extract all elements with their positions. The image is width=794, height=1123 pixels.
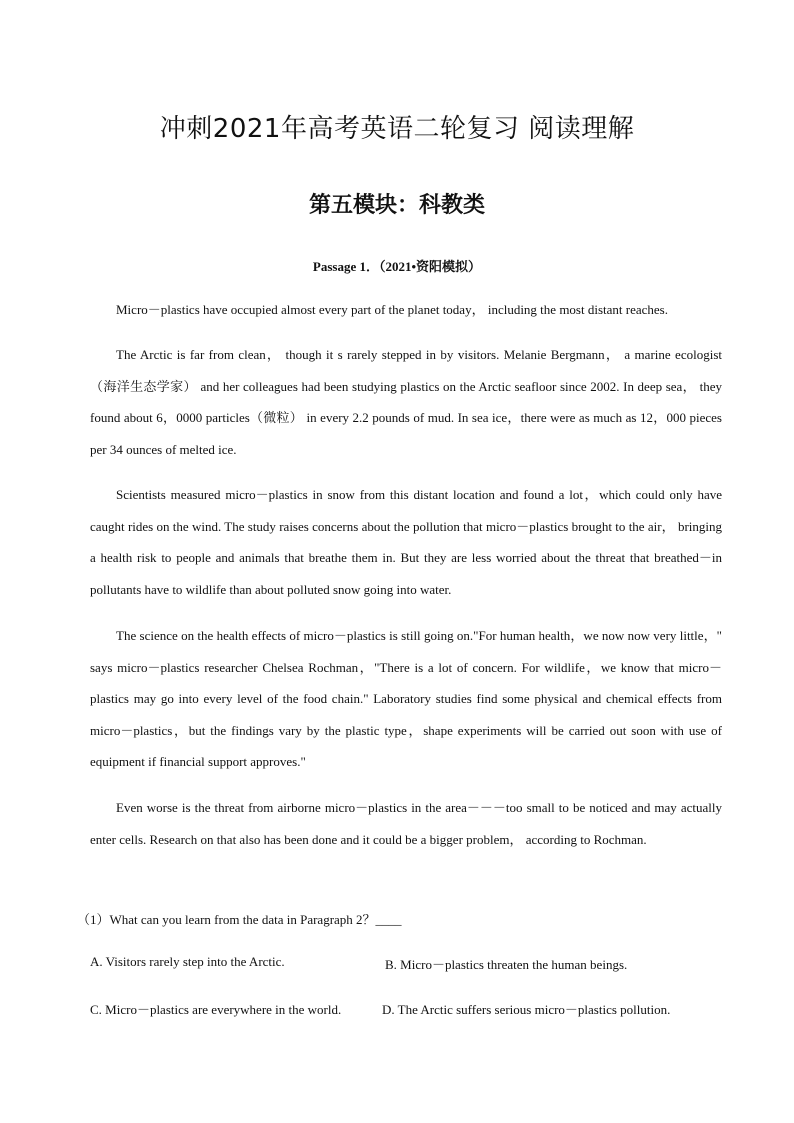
option-d: D. The Arctic suffers serious micro－plastics pollution. <box>382 1002 671 1017</box>
question-1: （1）What can you learn from the data in Paragraph 2？____ <box>77 912 402 927</box>
option-a: A. Visitors rarely step into the Arctic. <box>90 954 285 969</box>
option-c: C. Micro－plastics are everywhere in the world. <box>90 1002 342 1017</box>
paragraph-2: The Arctic is far from clean， though it s rarely stepped in by visitors. Melanie Bergmann， a marine ecologist（海洋生态学家） and her colleagues had been studying plastics on the Arctic seafloor since 2002. In deep sea， they found about 6，0000 particles（微粒） in every 2.2 pounds of mud. In sea ice，there were as much as 12，000 pieces per 34 ounces of melted ice. <box>90 347 722 457</box>
paragraph-4: The science on the health effects of micro－plastics is still going on."For human health，we now now very little，" says micro－plastics researcher Chelsea Rochman，"There is a lot of concern. For wildlife，we know that micro－plastics may go into every level of the food chain." Laboratory studies find some physical and chemical effects from micro－plastics，but the findings vary by the plastic type，shape experiments will be carried out soon with use of equipment if financial support approves." <box>90 628 722 770</box>
module-subtitle: 第五模块：科教类 <box>308 193 485 218</box>
paragraph-5: Even worse is the threat from airborne micro－plastics in the area－－－too small to be noticed and may actually enter cells. Research on that also has been done and it could be a bigger problem， according to Rochman. <box>90 800 722 847</box>
document-title: 冲刺2021年高考英语二轮复习 阅读理解 <box>159 114 635 144</box>
paragraph-3: Scientists measured micro－plastics in snow from this distant location and found a lot，which could only have caught rides on the wind. The study raises concerns about the pollution that micro－plastics brought to the air， bringing a health risk to people and animals that breathe them in. But they are less worried about the threat that breathed－in pollutants have to wildlife than about polluted snow going into water. <box>90 487 722 597</box>
paragraph-1: Micro－plastics have occupied almost every part of the planet today， including the most distant reaches. <box>116 302 668 317</box>
option-b: B. Micro－plastics threaten the human beings. <box>385 957 628 972</box>
passage-heading: Passage 1．（2021•资阳模拟） <box>312 259 482 274</box>
